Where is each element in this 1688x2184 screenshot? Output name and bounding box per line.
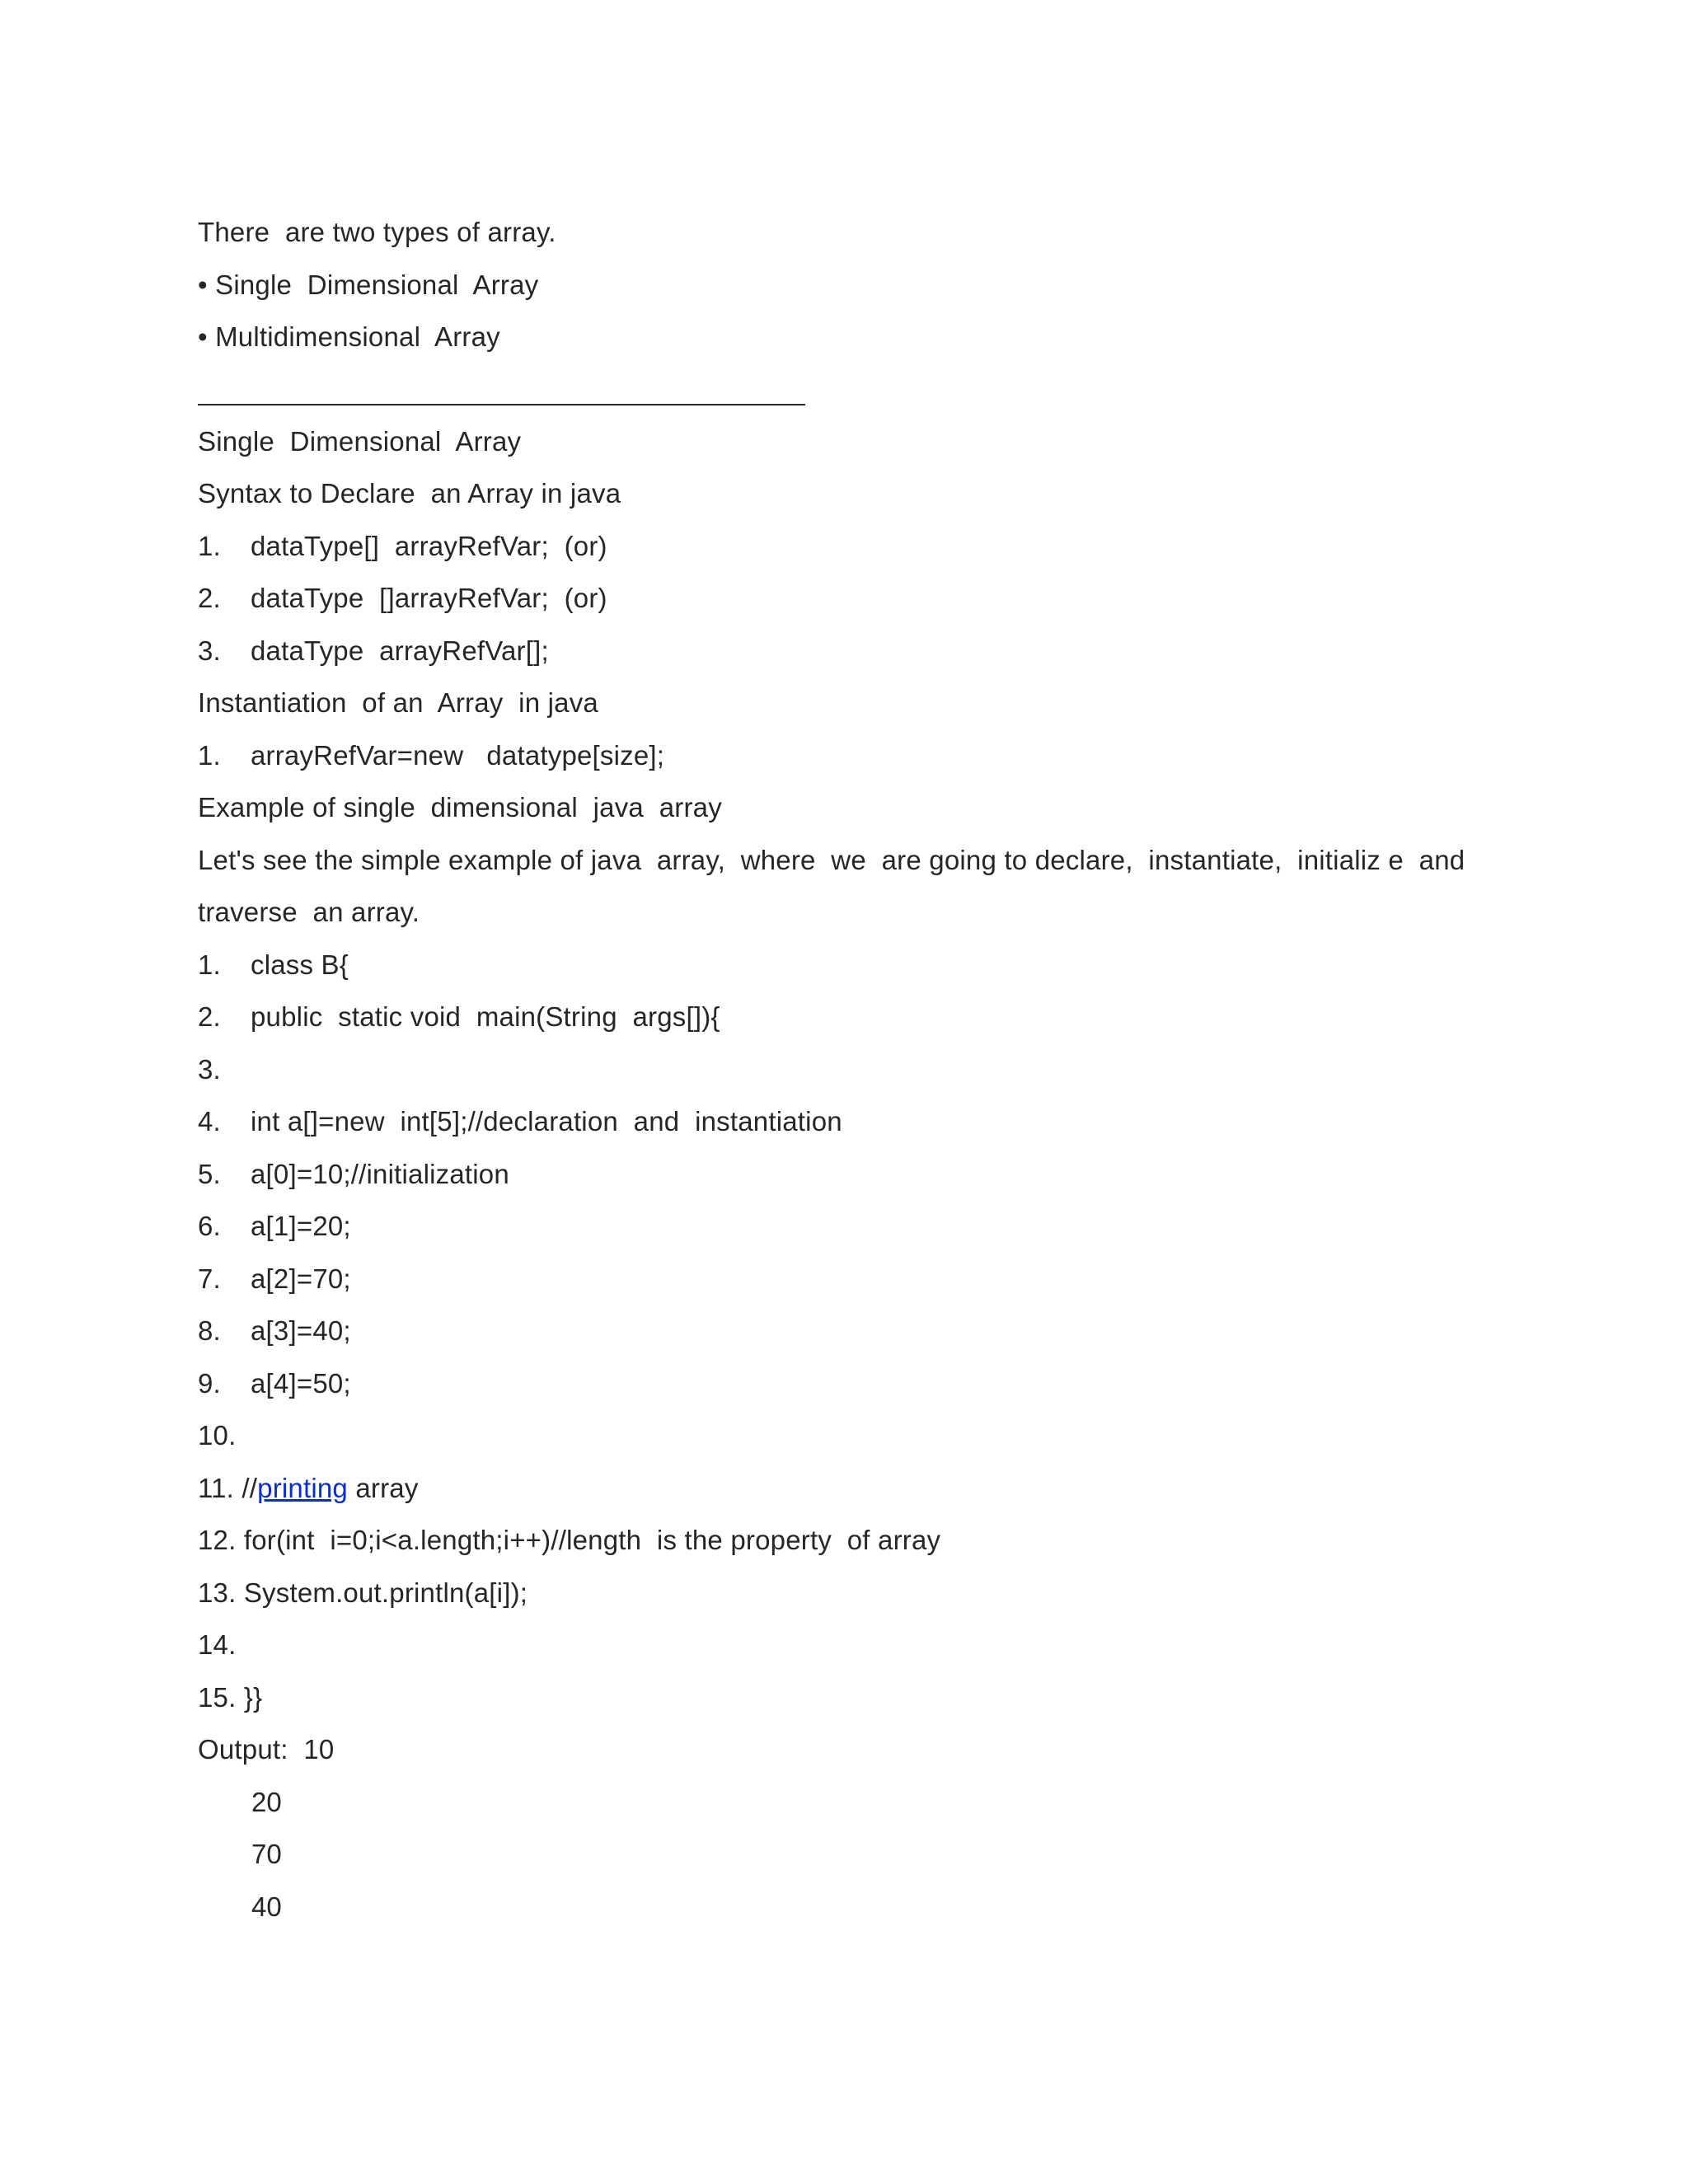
- code-text: dataType[] arrayRefVar; (or): [251, 531, 607, 561]
- code-text: int a[]=new int[5];//declaration and instantiation: [251, 1106, 842, 1137]
- output-value: 40: [251, 1891, 282, 1922]
- line-number: 8.: [198, 1315, 221, 1346]
- code-line: [198, 1053, 251, 1086]
- code-text: a[4]=50;: [251, 1368, 351, 1399]
- line-number: 3.: [198, 635, 221, 666]
- line-number: 3.: [198, 1054, 221, 1085]
- code-line: [198, 1315, 351, 1347]
- line-number: 6.: [198, 1211, 221, 1241]
- horizontal-rule: [198, 404, 805, 405]
- line-number: 1.: [198, 740, 221, 771]
- code-text: 11. //: [198, 1473, 258, 1503]
- code-line: [198, 1263, 351, 1296]
- code-line-15: 15. }}: [198, 1682, 263, 1713]
- output-value: 70: [251, 1839, 282, 1869]
- code-text: public static void main(String args[]){: [251, 1001, 720, 1032]
- syntax-line: [198, 582, 607, 615]
- output-label: Output: 10: [198, 1734, 335, 1765]
- line-number: 4.: [198, 1106, 221, 1137]
- example-heading: Example of single dimensional java array: [198, 792, 722, 823]
- line-number: 2.: [198, 1001, 221, 1032]
- section-heading: Single Dimensional Array: [198, 426, 522, 457]
- code-line: [198, 1158, 509, 1191]
- code-line-13: 13. System.out.println(a[i]);: [198, 1577, 528, 1608]
- line-number: 1.: [198, 949, 221, 980]
- code-line: [198, 949, 349, 982]
- code-text: class B{: [251, 949, 349, 980]
- code-line: [198, 1367, 351, 1400]
- code-text: a[3]=40;: [251, 1315, 351, 1346]
- code-line-11: [198, 1472, 419, 1505]
- syntax-heading: Syntax to Declare an Array in java: [198, 478, 621, 509]
- line-number: 1.: [198, 531, 221, 561]
- instantiation-line: [198, 739, 664, 772]
- code-line: [198, 1210, 351, 1243]
- code-line-12: 12. for(int i=0;i<a.length;i++)//length is the property of array: [198, 1525, 941, 1555]
- instantiation-heading: Instantiation of an Array in java: [198, 687, 598, 718]
- line-number: 7.: [198, 1263, 221, 1294]
- syntax-line: [198, 635, 549, 668]
- line-number: 2.: [198, 583, 221, 613]
- intro-text: There are two types of array.: [198, 217, 556, 247]
- code-text: a[2]=70;: [251, 1263, 351, 1294]
- code-text: a[1]=20;: [251, 1211, 351, 1241]
- code-line-14: 14.: [198, 1629, 237, 1660]
- code-text: dataType []arrayRefVar; (or): [251, 583, 607, 613]
- line-number: 5.: [198, 1159, 221, 1189]
- output-value: 20: [251, 1787, 282, 1817]
- code-text: array: [347, 1473, 419, 1503]
- printing-link[interactable]: printing: [257, 1473, 348, 1503]
- bullet-multidimensional: • Multidimensional Array: [198, 321, 500, 352]
- example-description: Let's see the simple example of java array, where we are going to declare, instantiate, initializ e and: [198, 845, 1465, 875]
- code-text: arrayRefVar=new datatype[size];: [251, 740, 665, 771]
- syntax-line: [198, 530, 607, 563]
- line-number: 9.: [198, 1368, 221, 1399]
- bullet-single-dimensional: • Single Dimensional Array: [198, 269, 539, 300]
- code-line-10: 10.: [198, 1420, 237, 1451]
- code-line: [198, 1105, 842, 1138]
- code-text: dataType arrayRefVar[];: [251, 635, 549, 666]
- example-description-cont: traverse an array.: [198, 897, 420, 927]
- code-text: a[0]=10;//initialization: [251, 1159, 509, 1189]
- code-line: [198, 1001, 720, 1033]
